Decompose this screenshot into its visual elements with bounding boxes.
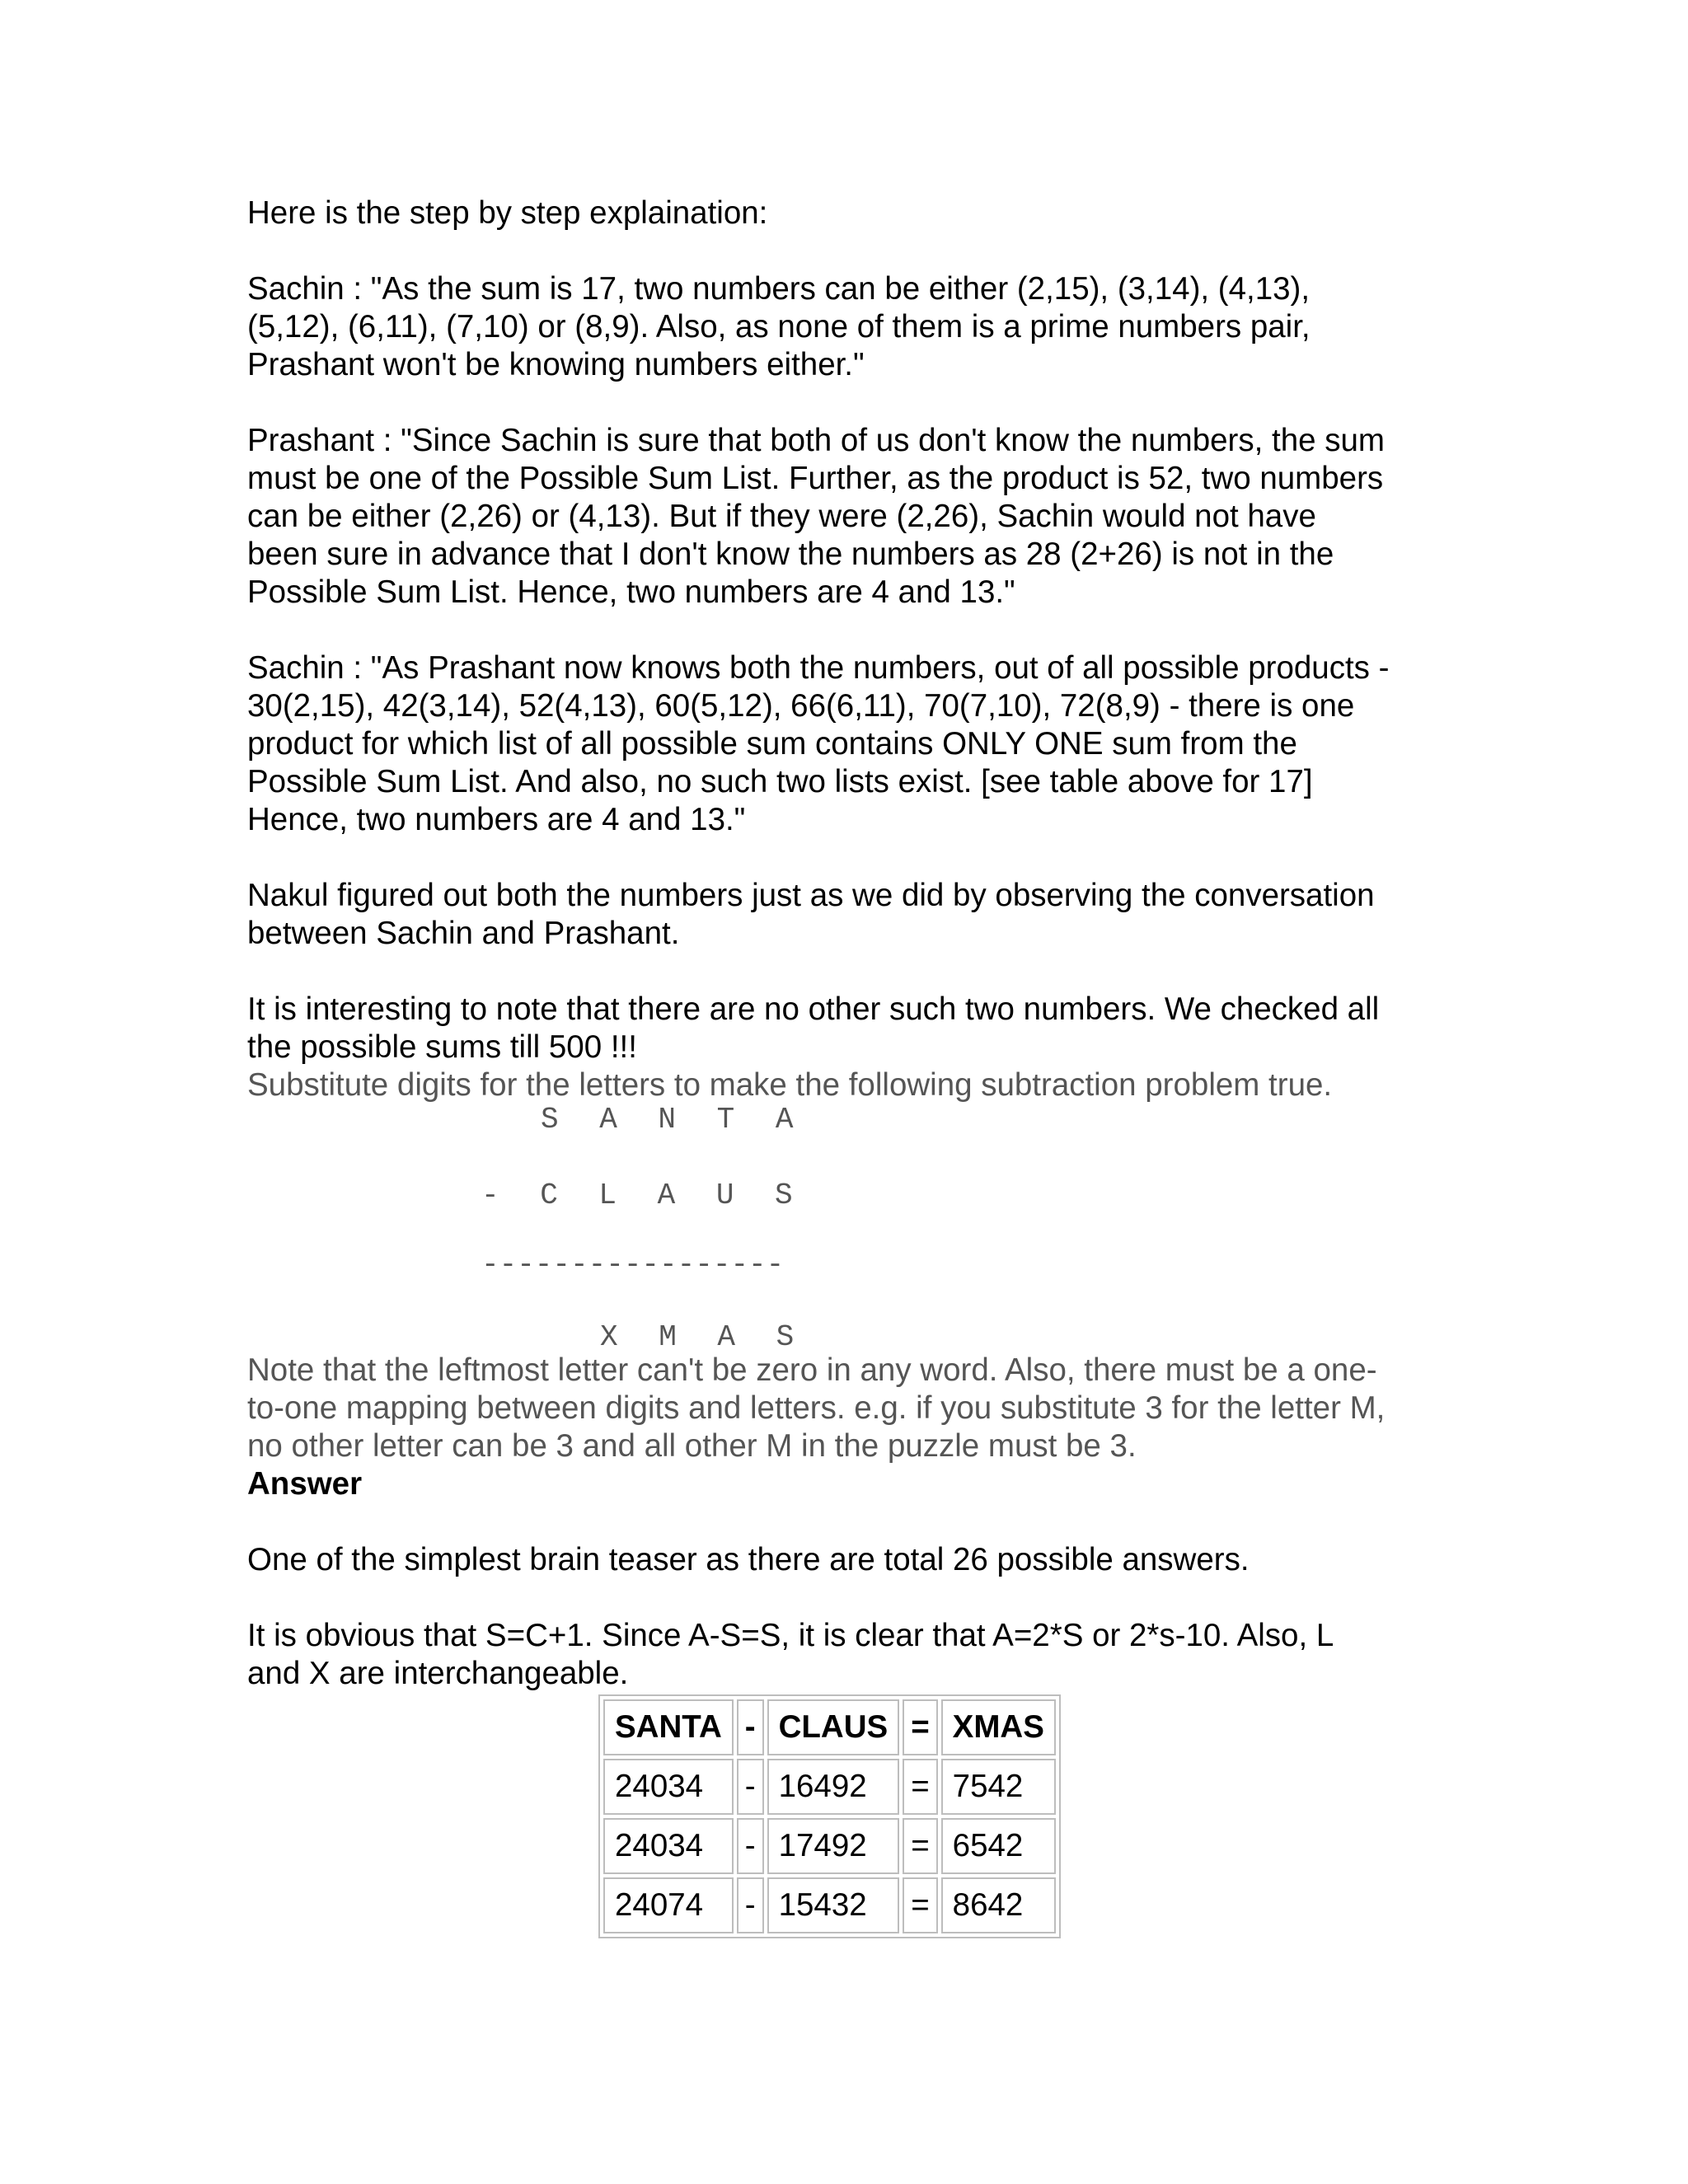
table-cell: 24074 [603, 1877, 734, 1933]
explanation-closing: It is interesting to note that there are no other such two numbers. We checked all the possible sums till 500 !!! [247, 991, 1380, 1065]
puzzle-rule-line: ----------------- [481, 1248, 785, 1282]
puzzle-line-claus: - C L A U S [481, 1179, 804, 1212]
table-cell: 16492 [767, 1759, 900, 1815]
table-row [603, 1759, 1056, 1815]
table-header-cell: = [903, 1699, 937, 1755]
explanation-step-sachin-1: Sachin : "As the sum is 17, two numbers can be either (2,15), (3,14), (4,13), (5,12), (6,11), (7,10) or (8,9). Also, as none of them is a prime numbers pair, Prashant won't be knowing numbers either." [247, 271, 1311, 382]
subtraction-puzzle [247, 1104, 1451, 1352]
explanation-intro: Here is the step by step explaination: [247, 195, 768, 231]
table-row [603, 1818, 1056, 1874]
table-cell: 15432 [767, 1877, 900, 1933]
puzzle-note: Note that the leftmost letter can't be zero in any word. Also, there must be a one- to-one mapping between digits and letters. e.g. if you substitute 3 for the letter M, no other letter can be 3 and all other M in the puzzle must be 3. [247, 1352, 1386, 1464]
explanation-step-nakul: Nakul figured out both the numbers just as we did by observing the conversation between Sachin and Prashant. [247, 878, 1375, 951]
table-header-cell: CLAUS [767, 1699, 900, 1755]
table-cell: 6542 [941, 1818, 1056, 1874]
table-header-cell: XMAS [941, 1699, 1056, 1755]
answers-table [598, 1694, 1061, 1938]
answer-heading: Answer [247, 1466, 363, 1502]
table-cell: = [903, 1818, 937, 1874]
explanation-step-sachin-2: Sachin : "As Prashant now knows both the numbers, out of all possible products - 30(2,15), 42(3,14), 52(4,13), 60(5,12), 66(6,11), 70(7,10), 72(8,9) - there is one product for which list of all possible sum contains ONLY ONE sum from the Possible Sum List. And also, no such two lists exist. [see table above for 17] Hence, two numbers are 4 and 13." [247, 650, 1390, 837]
document-page [247, 194, 1451, 1938]
table-cell: 8642 [941, 1877, 1056, 1933]
answer-paragraph-1: One of the simplest brain teaser as there are total 26 possible answers. [247, 1542, 1250, 1577]
puzzle-instruction: Substitute digits for the letters to make the following subtraction problem true. [247, 1067, 1333, 1103]
answer-paragraph-2: It is obvious that S=C+1. Since A-S=S, it is clear that A=2*S or 2*s-10. Also, L and X are interchangeable. [247, 1618, 1334, 1691]
table-cell: = [903, 1759, 937, 1815]
table-cell: 24034 [603, 1818, 734, 1874]
explanation-step-prashant: Prashant : "Since Sachin is sure that both of us don't know the numbers, the sum must be one of the Possible Sum List. Further, as the product is 52, two numbers can be either (2,26) or (4,13). But if they were (2,26), Sachin would not have been sure in advance that I don't know the numbers as 28 (2+26) is not in the Possible Sum List. Hence, two numbers are 4 and 13." [247, 423, 1385, 610]
table-header-cell: - [737, 1699, 764, 1755]
table-header-cell: SANTA [603, 1699, 734, 1755]
table-header-row [603, 1699, 1056, 1755]
table-cell: = [903, 1877, 937, 1933]
table-row [603, 1877, 1056, 1933]
table-cell: 17492 [767, 1818, 900, 1874]
table-cell: - [737, 1818, 764, 1874]
table-cell: - [737, 1877, 764, 1933]
table-cell: 7542 [941, 1759, 1056, 1815]
table-cell: 24034 [603, 1759, 734, 1815]
table-cell: - [737, 1759, 764, 1815]
puzzle-line-santa: S A N T A [541, 1103, 805, 1137]
puzzle-line-xmas: X M A S [600, 1320, 806, 1354]
